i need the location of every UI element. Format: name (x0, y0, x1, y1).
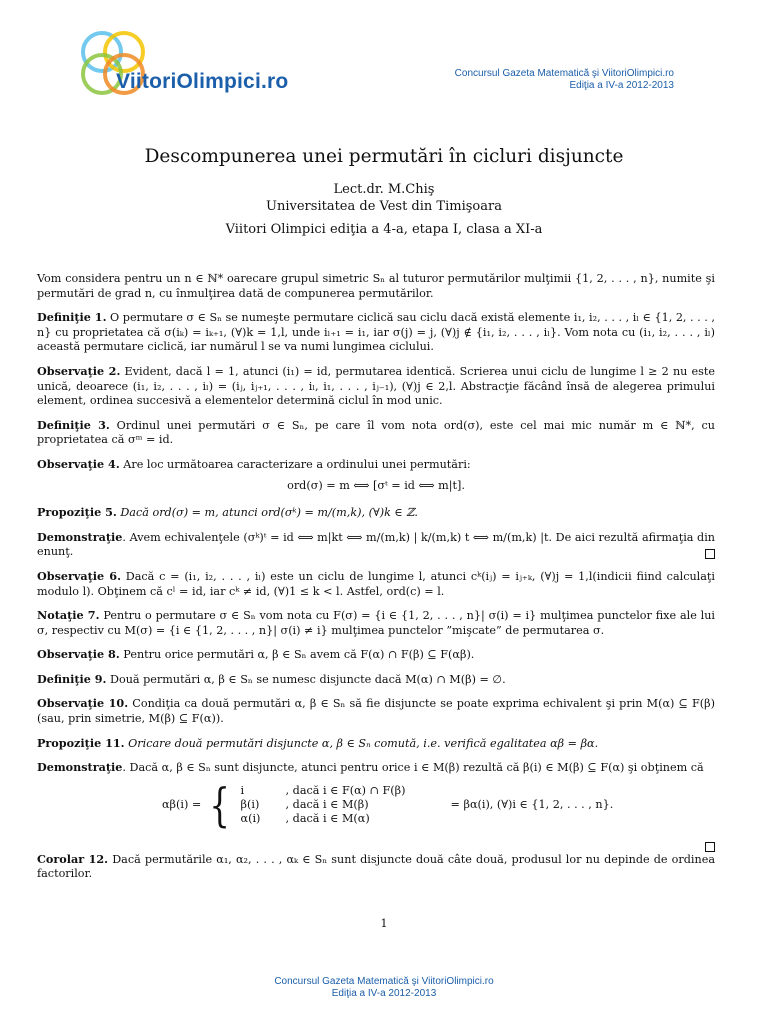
contest-line: Concursul Gazeta Matematică şi ViitoriOlimpici.ro (454, 68, 674, 79)
cases-rhs: = βα(i), (∀)i ∈ {1, 2, . . . , n}. (450, 797, 614, 811)
observation-6 (37, 569, 715, 599)
qed-row (37, 838, 715, 852)
cases-values (241, 784, 286, 826)
label: Definiţie 1. (37, 310, 107, 325)
case-condition: , dacă i ∈ F(α) ∩ F(β) (285, 783, 406, 797)
observation-8 (37, 647, 715, 663)
label: Definiţie 9. (37, 671, 107, 686)
cases-conditions (286, 784, 451, 826)
text: Evident, dacă l = 1, atunci (i₁) = id, permutarea identică. Scrierea unui ciclu de lungime l ≥ 2 nu este unică, deoarece (i₁, i₂, . . . , iₗ) = (iⱼ, iⱼ₊₁, . . . , iₗ, i₁, . . . , iⱼ₋₁), (∀)j ∈ 2,l. Abstracţie făcând însă de alegerea primului element, ordinea succesivă a elementelor determină ciclul în mod unic. (37, 364, 715, 408)
page-footer (0, 976, 768, 1000)
event-line: Viitori Olimpici ediţia a 4-a, etapa I, clasa a XI-a (225, 222, 543, 237)
author-affiliation: Universitatea de Vest din Timişoara (266, 199, 502, 214)
footer-edition-line: Ediţia a IV-a 2012-2013 (331, 988, 437, 999)
footer-contest-line: Concursul Gazeta Matematică şi ViitoriOlimpici.ro (274, 976, 494, 987)
contest-header (455, 68, 674, 92)
paper-title: Descompunerea unei permutări în cicluri disjuncte (144, 146, 624, 167)
label: Propoziţie 5. (37, 505, 117, 520)
author-name: Lect.dr. M.Chiş (333, 182, 435, 197)
label: Observaţie 6. (37, 568, 121, 583)
label: Demonstraţie (37, 529, 123, 544)
label: Observaţie 2. (37, 363, 121, 378)
qed-square-icon (705, 842, 715, 852)
definition-3 (37, 418, 715, 448)
intro-paragraph: Vom considera pentru un n ∈ ℕ* oarecare grupul simetric Sₙ al tuturor permutărilor mulţimii {1, 2, . . . , n}, numite şi permutări de grad n, cu înmulţirea dată de compunerea permutărilor. (37, 272, 715, 300)
label: Observaţie 8. (37, 647, 120, 662)
label: Notaţie 7. (37, 608, 100, 623)
case-value: i (240, 783, 245, 797)
text: Pentru o permutare σ ∈ Sₙ vom nota cu F(σ) = {i ∈ {1, 2, . . . , n}| σ(i) = i} mulţimea punctelor fixe ale lui σ, respectiv cu M(σ) = {i ∈ {1, 2, . . . , n}| σ(i) ≠ i} mulţimea punctelor ”mişcate” de permutarea σ. (37, 609, 716, 637)
edition-line: Ediţia a IV-a 2012-2013 (569, 80, 674, 91)
logo-text: ViitoriOlimpici.ro (116, 70, 289, 93)
text: Două permutări α, β ∈ Sₙ se numesc disjuncte dacă M(α) ∩ M(β) = ∅. (106, 672, 506, 686)
definition-1 (37, 310, 715, 355)
label: Definiţie 3. (37, 417, 110, 432)
text: Are loc următoarea caracterizare a ordinului unei permutări: (119, 457, 471, 471)
proposition-5 (37, 505, 715, 521)
text: . Dacă α, β ∈ Sₙ sunt disjuncte, atunci pentru orice i ∈ M(β) rezultă că β(i) ∈ M(β) ⊆ F(α) şi obţinem că (122, 761, 704, 775)
page-number: 1 (380, 917, 388, 930)
qed-square-icon (705, 549, 715, 559)
text: . Avem echivalenţele (σᵏ)ᵗ = id ⟺ m|kt ⟺ m/(m,k) | k/(m,k) t ⟺ m/(m,k) |t. De aici rezultă afirmaţia din enunţ. (37, 530, 715, 559)
observation-10 (37, 696, 715, 726)
proof-1 (37, 530, 715, 560)
text: Dacă ord(σ) = m, atunci ord(σᵏ) = m/(m,k), (∀)k ∈ ℤ. (116, 506, 418, 520)
piecewise-formula (37, 777, 715, 832)
case-value: α(i) (240, 811, 261, 825)
label: Demonstraţie (37, 760, 123, 775)
label: Observaţie 4. (37, 456, 120, 471)
case-value: β(i) (240, 797, 260, 811)
author-block (0, 181, 768, 215)
observation-4 (37, 457, 715, 473)
proof-2 (37, 760, 715, 776)
case-condition: , dacă i ∈ M(β) (285, 797, 369, 811)
corollary-12 (37, 852, 715, 882)
label: Observaţie 10. (37, 696, 129, 711)
paper-body (37, 272, 715, 891)
site-logo[interactable] (78, 30, 289, 100)
text: Oricare două permutări disjuncte α, β ∈ Sₙ comută, i.e. verifică egalitatea αβ = βα. (124, 736, 599, 750)
brace-icon: { (209, 777, 231, 832)
case-condition: , dacă i ∈ M(α) (285, 811, 370, 825)
order-formula: ord(σ) = m ⟺ [σᵗ = id ⟺ m|t]. (287, 478, 465, 492)
text: Ordinul unei permutări σ ∈ Sₙ, pe care îl vom nota ord(σ), este cel mai mic număr m ∈ ℕ*, cu proprietatea că σᵐ = id. (37, 418, 715, 447)
text: O permutare σ ∈ Sₙ se numeşte permutare ciclică sau ciclu dacă există elemente i₁, i₂, . . . , iₗ ∈ {1, 2, . . . , n} cu proprietatea că σ(iₖ) = iₖ₊₁, (∀)k = 1,l, unde iₗ₊₁ = i₁, iar σ(j) = j, (∀)j ∉ {i₁, i₂, . . . , iₗ}. Vom nota cu (i₁, i₂, . . . , iₗ) această permutare ciclică, iar numărul l se va numi lungimea ciclului. (37, 311, 715, 354)
text: Condiţia ca două permutări α, β ∈ Sₙ să fie disjuncte se poate exprima echivalent şi prin M(α) ⊆ F(β)(sau, prin simetrie, M(β) ⊆ F(α)). (37, 697, 715, 726)
text: Pentru orice permutări α, β ∈ Sₙ avem că F(α) ∩ F(β) ⊆ F(αβ). (119, 648, 475, 662)
label: Propoziţie 11. (37, 735, 125, 750)
text: Dacă c = (i₁, i₂, . . . , iₗ) este un ciclu de lungime l, atunci cᵏ(iⱼ) = iⱼ₊ₖ, (∀)j = 1,l(indicii fiind calculaţi modulo l). Obţinem că cˡ = id, iar cᵏ ≠ id, (∀)1 ≤ k < l. Astfel, ord(c) = l. (37, 569, 715, 598)
label: Corolar 12. (37, 851, 109, 866)
definition-9 (37, 672, 715, 688)
notation-7 (37, 608, 715, 638)
proposition-11 (37, 736, 715, 752)
observation-2 (37, 364, 715, 409)
text: Dacă permutările α₁, α₂, . . . , αₖ ∈ Sₙ sunt disjuncte două câte două, produsul lor nu depinde de ordinea factorilor. (37, 852, 715, 881)
cases-lhs: αβ(i) = (162, 797, 202, 811)
